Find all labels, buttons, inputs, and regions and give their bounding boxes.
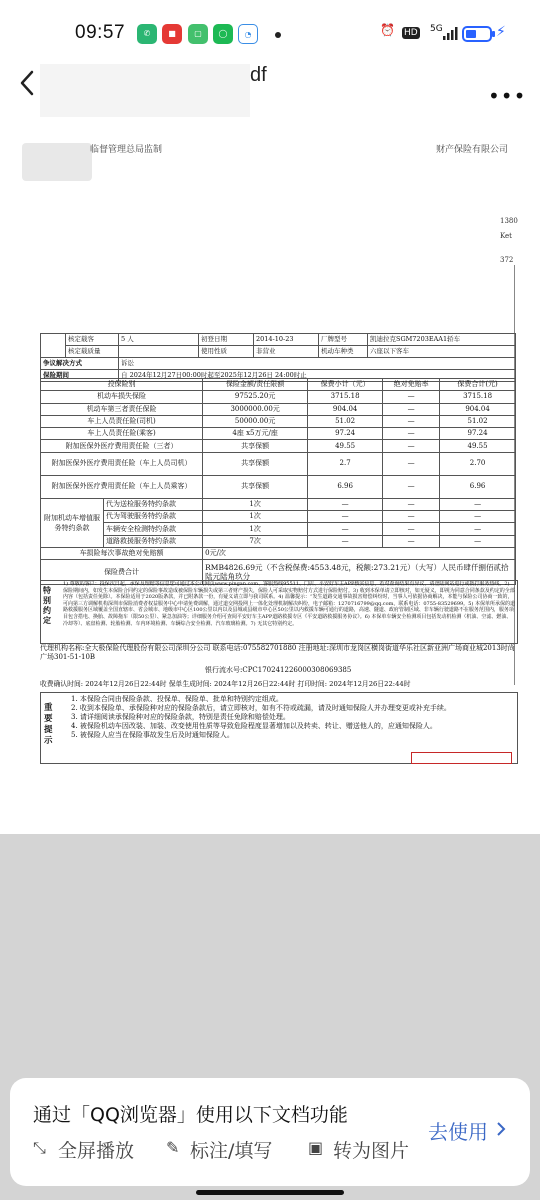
alarm-icon: ⏰ [380,23,395,37]
table-cell: — [383,523,440,535]
table-cell: 97525.20元 [203,391,308,403]
table-cell: 1次 [203,511,308,523]
table-cell: 904.04 [308,403,383,415]
table-cell: 共享保额 [203,452,308,475]
table-cell: — [383,535,440,547]
table-row [41,440,516,452]
back-arrow-icon[interactable] [16,68,38,98]
table-cell: 97.24 [308,428,383,440]
table-row [41,498,516,510]
table-cell: — [440,535,516,547]
table-cell: — [383,452,440,475]
agent-info: 代理机构名称:全大极保险代理股份有限公司深圳分公司 联系电话:075582701880 注册地址:深圳市龙岗区横岗街道华乐社区新亚洲广场商业城2013时尚广场301-51-10B [40,644,515,661]
annotate-action[interactable]: 标注/填写 [190,1140,273,1162]
table-cell: 5 人 [119,334,199,346]
table-cell: 7次 [203,535,308,547]
table-cell: 六座以下客车 [368,346,516,358]
prompt-title: 通过「QQ浏览器」使用以下文档功能 [33,1104,348,1126]
table-cell: 机动车第三者责任保险 [41,403,203,415]
service-group-label: 附加机动车增值服务特约条款 [41,498,104,547]
table-row [41,452,516,475]
header-right-text: 财产保险有限公司 [436,145,509,155]
table-row [41,403,516,415]
column-header: 投保险别 [41,379,203,391]
table-cell: 1次 [203,523,308,535]
table-cell: — [383,511,440,523]
table-cell: 初登日期 [199,334,254,346]
total-premium-label: 保险费合计 [41,560,203,585]
table-cell: 核定载质量 [66,346,119,358]
table-cell: 4座 x5万元/座 [203,428,308,440]
column-header: 绝对免赔率 [383,379,440,391]
go-use-button[interactable]: 去使用 [428,1120,488,1144]
table-cell: 904.04 [440,403,516,415]
header-left-text: 临督管理总局监制 [90,145,163,155]
table-cell: 车上人员责任险(司机) [41,415,203,427]
table-cell: 6.96 [308,475,383,498]
stamp-box [411,752,512,764]
image-icon[interactable]: ▣ [308,1138,324,1157]
table-cell: 共享保额 [203,475,308,498]
to-image-action[interactable]: 转为图片 [333,1140,410,1162]
table-row [41,358,516,370]
table-cell: 代为送检服务特约条款 [104,498,203,510]
green-app-icon: ◯ [213,24,233,44]
table-cell: — [308,511,383,523]
table-cell: 2.70 [440,452,516,475]
column-header: 保费小计（元） [308,379,383,391]
table-cell: 3715.18 [440,391,516,403]
table-cell: 49.55 [308,440,383,452]
table-cell: 共享保额 [203,440,308,452]
table-cell: — [440,498,516,510]
charging-icon: ⚡ [496,24,506,40]
table-cell: 51.02 [440,415,516,427]
table-row [41,415,516,427]
coverage-table [40,378,516,585]
table-cell: 2014-10-23 [254,334,319,346]
special-terms-label: 特别约定 [43,585,51,625]
notification-dot [275,32,281,38]
notice-item: 2. 收到本保险单、承保险种对应的保险条款后，请立即核对，如有不符或疏漏，请及时通知保险人并办理变更或补充手续。 [71,704,451,712]
table-cell [119,346,199,358]
notice-label: 重要提示 [44,703,53,746]
notice-item: 1. 本保险合同由保险条款、投保单、保险单、批单和特别约定组成。 [71,695,283,703]
table-cell: — [308,523,383,535]
table-cell: 非营业 [254,346,319,358]
file-title: df [250,64,267,86]
annotate-icon[interactable]: ✎ [166,1138,180,1157]
table-cell: 49.55 [440,440,516,452]
table-header-row [41,379,516,391]
table-cell: 附加医保外医疗费用责任险（三者） [41,440,203,452]
table-cell: 使用性质 [199,346,254,358]
table-row [41,334,516,346]
table-row [41,511,516,523]
table-row [41,391,516,403]
special-terms-block [40,580,518,644]
table-cell: — [440,511,516,523]
deductible-label: 车损险每次事故绝对免赔额 [41,547,203,559]
table-cell: 3715.18 [308,391,383,403]
phone-app-icon: ✆ [137,24,157,44]
table-cell: 核定载客 [66,334,119,346]
table-row [41,547,516,559]
special-terms-text: 1) 尊敬的客户：投保次日起，承保及理赔等信息您可通过本公司网页www.pingan.com、客服热线95511、门店、平安好车主APP核实信息，若对查询结果有异议，请登陆网站进行或拨打服务热线。2) 保险期间内，如发生本保险合同约定的保险事故造成被保险车辆损失或第三者财产损失，保险人可采取实物赔付方式进行保险赔付。3) 收到本保单请立即核对，如无疑义，即视为同意合同条款及约定的全部内容（包括责任免除）。本保险适用于2020版条款，并已附条款一份，有疑义请立即与我司联系。4) 温馨提示：“发生道路交通事故损害赔偿纠纷时，当事人可依据协商解决，本能与保险公司协商一致的，可向第三方调解机构深圳市保险消费者权益服务中心申请免费调解，通过道交网投网上一体化处理机制解决纠纷，电子邮箱：1270716799@qq.com，联系电话：0755-83529699。5) 本保单所承保的道路救援服务区域覆盖全国直辖市、省会城市、地级市中心区100公里以内以及县城或县级市中心区50公里以内救援车辆可通行的道路，高速、隧道、政府管制区域、非车辆行驶道路不在服务范围内，服务项目包含搭电、换胎、故障拖车（限50公里）、紧急加油等；详细服务介绍可查阅平安好车主APP道路救援专区《平安道路救援服务协议》。6) 本保单车辆安全检测项目包括发动机检测（机油、空滤、燃油、冷却等）、底盘检测、轮胎检测、车内环境检测、车辆综合安全检测、汽车玻璃检测。7) 无其它特别约定。 [63,581,515,627]
redacted-logo [22,143,92,181]
table-cell: — [383,428,440,440]
table-cell: — [383,475,440,498]
table-cell: — [383,440,440,452]
chevron-right-icon[interactable] [495,1120,507,1138]
total-premium-value: RMB4826.69元（不含税保费:4553.48元，税额:273.21元）（大写）人民币肆仟捌佰贰拾陆元陆角玖分 [203,560,516,585]
notice-item: 4. 被保险机动车因改装、加装、改变使用性质等导致危险程度显著增加以及转卖、转让、赠送他人的，应通知保险人。 [71,722,437,730]
table-row [41,428,516,440]
message-app-icon: ◔ [238,24,258,44]
table-cell: — [440,523,516,535]
table-cell: 道路救援服务特约条款 [104,535,203,547]
column-header: 保费合计(元) [440,379,516,391]
table-row [41,523,516,535]
battery-icon [462,26,496,42]
table-cell: — [383,403,440,415]
fullscreen-icon[interactable]: ⤡ [33,1138,46,1157]
dispute-value: 诉讼 [119,358,516,370]
chat-app-icon: ▢ [188,24,208,44]
column-header: 保险金额/责任限额 [203,379,308,391]
table-cell: 车上人员责任险(乘客) [41,428,203,440]
table-cell: 1次 [203,498,308,510]
fullscreen-action[interactable]: 全屏播放 [58,1140,135,1162]
table-cell: 97.24 [440,428,516,440]
table-cell: — [383,498,440,510]
clock: 09:57 [75,22,126,43]
status-bar [0,0,540,62]
time-line: 收费确认时间: 2024年12月26日22:44时 保单生成时间: 2024年12月26日22:44时 打印时间: 2024年12月26日22:44时 [40,680,411,688]
notice-item: 3. 请详细阅读承保险种对应的保险条款，特别是责任免除和赔偿处理。 [71,713,290,721]
table-cell: — [383,391,440,403]
table-row [41,535,516,547]
redacted-title-mask [40,64,250,120]
table-row [41,346,516,358]
section-label [41,334,66,358]
table-cell: 机动车种类 [319,346,368,358]
side-number: 372 [500,256,514,264]
table-cell: 代为驾驶服务特约条款 [104,511,203,523]
notice-item: 5. 被保险人应当在保险事故发生后及时通知保险人。 [71,731,234,739]
table-cell: 51.02 [308,415,383,427]
table-cell: 3000000.00元 [203,403,308,415]
network-indicator: 5G [430,24,443,34]
signal-icon [442,27,458,41]
table-cell: 附加医保外医疗费用责任险（车上人员司机） [41,452,203,475]
period-label: 保险期间 [41,370,119,382]
table-cell: 凯迪拉克SGM7203EAA1轿车 [368,334,516,346]
vehicle-info-table [40,333,516,382]
bank-serial: 银行流水号:CPC170241226000308069385 [205,666,352,674]
table-cell: — [308,535,383,547]
period-value: 自 2024年12月27日00:00时起至2025年12月26日 24:00时止 [119,370,516,382]
news-app-icon: ■ [162,24,182,44]
table-cell: 50000.00元 [203,415,308,427]
table-cell: 厂牌型号 [319,334,368,346]
table-row [41,475,516,498]
table-cell: 6.96 [440,475,516,498]
home-indicator[interactable] [196,1190,344,1195]
table-cell: 附加医保外医疗费用责任险（车上人员乘客） [41,475,203,498]
more-options-icon[interactable]: ••• [488,84,527,108]
side-number: Ket [500,232,512,240]
dispute-label: 争议解决方式 [41,358,119,370]
table-cell: 车辆安全检测特约条款 [104,523,203,535]
table-cell: — [308,498,383,510]
notice-list [71,695,513,740]
side-number: 1380 [500,217,518,225]
table-cell: — [383,415,440,427]
table-cell: 机动车损失保险 [41,391,203,403]
hd-indicator: HD [404,28,418,38]
table-cell: 2.7 [308,452,383,475]
deductible-value: 0元/次 [203,547,516,559]
